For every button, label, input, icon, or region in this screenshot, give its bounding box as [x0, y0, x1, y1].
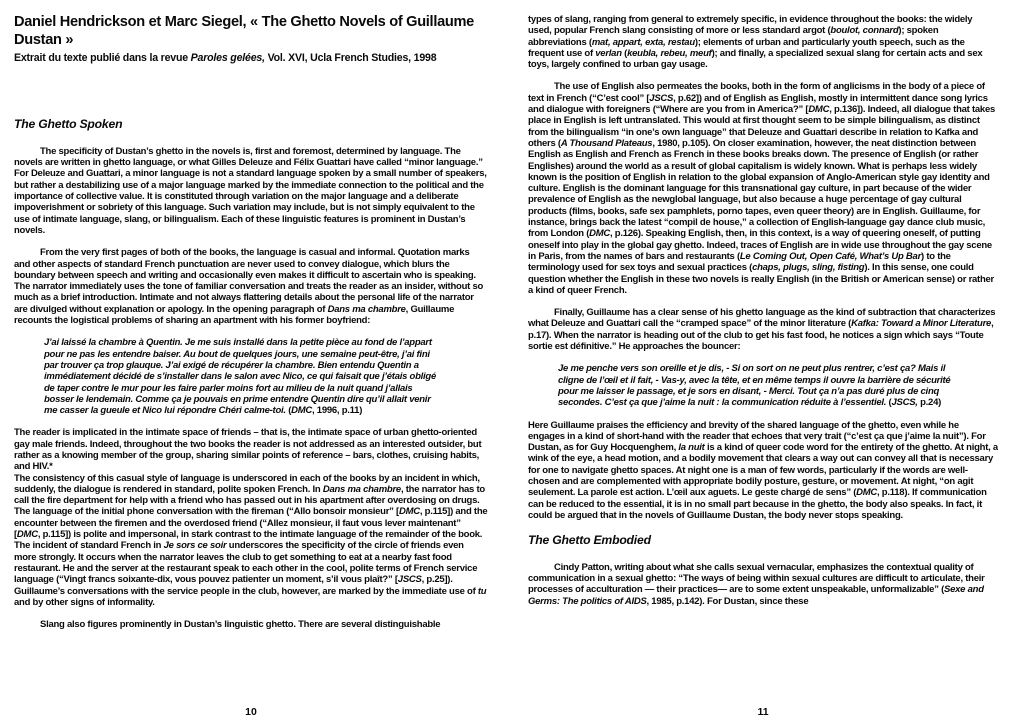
block-quote: J’ai laissé la chambre à Quentin. Je me suis installé dans la petite pièce au fond de l’appart pour ne pas les entendre baiser. Au bout de quelques jours, une semaine peut-être, j’ai fini par trouver ça trop glauque. J’ai exigé de récupérer la chambre. Bien entendu Quentin a immédiatement décidé de s’installer dans le salon avec Nico, ce qui faisait que j’étais obligé de taper contre le mur pour les faire parler moins fort au milieu de la nuit quand j’allais bosser le lendemain. Comme ça je pouvais en prime entendre Quentin dire qu’il allait venir me casser la gueule et Nico lui répondre Chéri calme-toi. (DMC, 1996, p.11) — [44, 337, 437, 417]
section-heading: The Ghetto Spoken — [14, 117, 123, 132]
page-10-content — [14, 117, 488, 630]
page-number-left: 10 — [245, 706, 257, 718]
document-title: Daniel Hendrickson et Marc Siegel, « The Ghetto Novels of Guillaume Dustan » — [14, 14, 474, 48]
paragraph: The reader is implicated in the intimate space of friends – that is, the intimate space of urban ghetto-oriented gay male friends. Indeed, throughout the two books the reader is not addressed as an interested outsider, but rather as a knowing member of the group, sharing similar points of reference – bars, clothes, cruising habits, and HIV.* — [14, 427, 482, 473]
page-11 — [528, 0, 998, 728]
page-10 — [14, 0, 488, 728]
paragraph: The use of English also permeates the books, both in the form of anglicisms in the body of a piece of text in French (“C’est cool” [JSCS, p.62]) and of English as English, mostly in intermittent dance song lyrics and dialogue with foreigners (“Where are you from in America?” [DMC, p.136]). Indeed, all dialogue that takes place in English is left untranslated. This would at first thought seem to be simple bilingualism, as distinct from the bilingualism “in one’s own language” that Deleuze and Guattari describe in relation to Kafka and others (A Thousand Plateaus, 1980, p.105). On closer examination, however, the neat distinction between English as English and French as French in these books breaks down. The presence of English (or rather Englishes) around the world as a result of global capitalism is widely known. What is perhaps less widely known is the position of English in relation to the global expansion of Anglo-American style gay identity and culture. English is the dominant language for this transnational gay culture, in part because of the wider prevalence of English as the newglobal language, but also because a huge percentage of gay cultural products (films, books, safe sex pamphlets, porno tapes, even queer theory) are in English. Guillaume, for instance, brings back the latest “compil de house,” a collection of English-language gay dance club music, from London (DMC, p.126). Speaking English, then, in this context, is a way of queering oneself, of putting oneself into play in the global gay ghetto. Indeed, traces of English are in wide use throughout the gay scene in Paris, from the names of bars and restaurants (Le Coming Out, Open Café, What’s Up Bar) to the terminology used for sex toys and sexual practices (chaps, plugs, sling, fisting). In this sense, one could question whether the English in these two novels is really English (in the British or American sense) or rather a kind of queer French. — [528, 81, 996, 296]
document-subtitle: Extrait du texte publié dans la revue Paroles gelées, Vol. XVI, Ucla French Studies, 1998 — [14, 52, 437, 64]
paragraph: Finally, Guillaume has a clear sense of his ghetto language as the kind of subtraction that characterizes what Deleuze and Guattari call the “cramped space” of the minor literature (Kafka: Toward a Minor Literature, p.17). When the narrator is heading out of the club to get his fast food, he notices a sign which says “Toute sortie est définitive.” He approaches the bouncer: — [528, 307, 996, 353]
page-11-content — [528, 14, 998, 607]
page-number-right: 11 — [757, 706, 769, 718]
paragraph: Cindy Patton, writing about what she calls sexual vernacular, emphasizes the contextual quality of communication in a sexual ghetto: “The ways of being within sexual cultures are difficult to articulate, their processes of acculturation — their practices— are to some extent unspeakable, unformalizable” (Sexe and Germs: The politics of AIDS, 1985, p.142). For Dustan, since these — [528, 561, 985, 607]
document-header — [14, 14, 488, 65]
paragraph: The consistency of this casual style of language is underscored in each of the books by an incident in which, suddenly, the dialogue is rendered in standard, polite spoken French. In Dans ma chambre, the narrator has to call the fire department for help with a friend who has passed out in his apartment after overdosing on drugs. The language of the initial phone conversation with the fireman (“Allo bonsoir monsieur” [DMC, p.115]) and the encounter between the firemen and the overdosed friend (“Allez monsieur, il faut vous lever maintenant” [DMC, p.115]) is polite and impersonal, in stark contrast to the intimate language of the remainder of the book. The incident of standard French in Je sors ce soir underscores the specificity of the circle of friends even more strongly. It occurs when the narrator leaves the club to get something to eat at a nearby fast food restaurant. He and the server at the restaurant speak to each other in the cool, polite terms of French service language (“Vingt francs soixante-dix, vous pouvez patienter un moment, s’il vous plaît?” [JSCS, p.25]). Guillaume’s conversations with the service people in the club, however, are marked by the immediate use of tu and by other signs of informality. — [14, 472, 488, 608]
paragraph: Here Guillaume praises the efficiency and brevity of the shared language of the ghetto, even while he engages in a kind of short-hand with the reader that echoes that very trait (“c’est ça que j’aime la nuit”). For Dustan, as for Guy Hocquenghem, la nuit is a kind of queer code word for the entirety of the ghetto. At night, a wink of the eye, a head motion, and a bodily movement that clears a way out can convey all that is necessary for one to navigate ghetto spaces. At night one is a man of few words, particularly if the words are well-chosen and are complemented with appropriate bodily posture, gesture, or movement. At night, “on agit seulement. La parole est action. L’œil aux aguets. Le geste chargé de sens” (DMC, p.118). If communication can be reduced to the essential, it is in no small part because in the ghetto, the body also speaks. In fact, it could be argued that in the novels of Guillaume Dustan, the body never stops speaking. — [528, 419, 998, 521]
block-quote: Je me penche vers son oreille et je dis, - Si on sort on ne peut plus rentrer, c’est ça? Mais il cligne de l’œil et il fait, - Vas-y, avec la tête, et en même temps il ouvre la barrière de sécurité pour me laisser le passage, et je sors en disant, - Merci. Tout ça n’a pas duré plus de cinq secondes. C’est ça que j’aime la nuit : la communication réduite à l’essentiel. (JSCS, p.24) — [558, 363, 951, 409]
section-heading: The Ghetto Embodied — [528, 533, 651, 548]
paragraph: The specificity of Dustan’s ghetto in the novels is, first and foremost, determined by language. The novels are written in ghetto language, or what Gilles Deleuze and Félix Guattari have called “minor language.” For Deleuze and Guattari, a minor language is not a standard language spoken by a small number of speakers, but rather a destabilizing use of a major language marked by the immediate connection to the political and the importance of collective value. It is constituted through variation on the major language and a deliberate impoverishment or sobriety of this language. Such variation may include, but is not simply equivalent to the use of intimate language, slang, or bilingualism. Each of these linguistic features is prominent in Dustan’s novels. — [14, 145, 487, 236]
paragraph: Slang also figures prominently in Dustan’s linguistic ghetto. There are several distinguishable — [40, 619, 441, 631]
paragraph: From the very first pages of both of the books, the language is casual and informal. Quotation marks and other aspects of standard French punctuation are never used to convey dialogue, which blurs the boundary between speech and writing and occasionally even makes it difficult to ascertain who is speaking. The narrator immediately uses the tone of familiar conversation and treats the reader as an insider, without so much as a brief introduction. Intimate and not always flattering details about the personal life of the narrator are divulged without explanation or apology. In the opening paragraph of Dans ma chambre, Guillaume recounts the logistical problems of sharing an apartment with his former boyfriend: — [14, 247, 484, 327]
paragraph: types of slang, ranging from general to extremely specific, in evidence throughout the books: the widely used, popular French slang consisting of more or less standard argot (boulot, connard); spoken abbreviations (mat, appart, exta, restau); elements of urban and particularly youth speech, such as the frequent use of verlan (keubla, rebeu, meuf); and finally, a specialized sexual slang for certain acts and sex toys, largely confined to urban gay usage. — [528, 14, 983, 71]
